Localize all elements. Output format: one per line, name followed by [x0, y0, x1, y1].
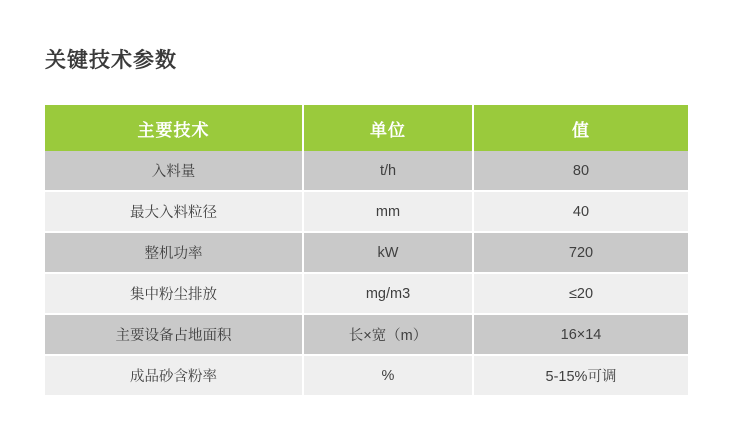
cell-value: ≤20	[473, 273, 688, 314]
cell-technology: 集中粉尘排放	[45, 273, 303, 314]
table-row	[45, 273, 688, 314]
cell-technology: 入料量	[45, 151, 303, 191]
table-row	[45, 191, 688, 232]
cell-technology: 最大入料粒径	[45, 191, 303, 232]
cell-unit: %	[303, 355, 473, 395]
cell-unit: t/h	[303, 151, 473, 191]
table-row	[45, 314, 688, 355]
cell-unit: mg/m3	[303, 273, 473, 314]
table-header	[45, 105, 688, 151]
cell-value: 40	[473, 191, 688, 232]
cell-value: 5-15%可调	[473, 355, 688, 395]
column-header-unit: 单位	[303, 105, 473, 151]
cell-value: 16×14	[473, 314, 688, 355]
cell-technology: 成品砂含粉率	[45, 355, 303, 395]
table-row	[45, 232, 688, 273]
column-header-technology: 主要技术	[45, 105, 303, 151]
cell-unit: kW	[303, 232, 473, 273]
cell-unit: 长×宽（m）	[303, 314, 473, 355]
cell-technology: 整机功率	[45, 232, 303, 273]
page-title: 关键技术参数	[45, 49, 177, 72]
table-header-row	[45, 105, 688, 151]
cell-value: 720	[473, 232, 688, 273]
table-row	[45, 355, 688, 395]
cell-value: 80	[473, 151, 688, 191]
table-row	[45, 151, 688, 191]
column-header-value: 值	[473, 105, 688, 151]
cell-technology: 主要设备占地面积	[45, 314, 303, 355]
table-body	[45, 151, 688, 395]
spec-table-container	[45, 105, 688, 395]
cell-unit: mm	[303, 191, 473, 232]
spec-table	[45, 105, 688, 395]
